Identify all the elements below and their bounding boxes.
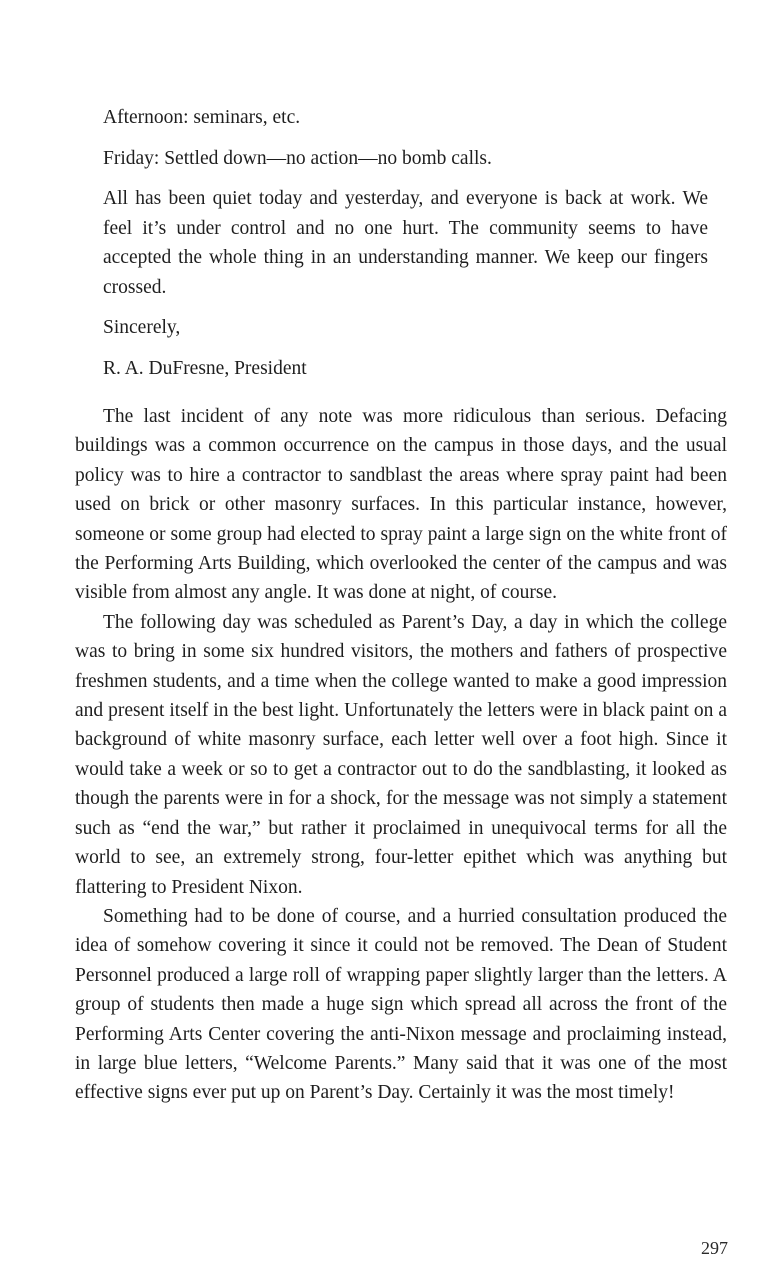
paragraph-welcome-sign: Something had to be done of course, and a hurried consultation produced the idea of somehow covering it since it could not be removed. The Dean of Student Personnel produced a large roll of wrapping paper slightly larger than the letters. A group of students then made a huge sign which spread all across the front of the Performing Arts Center covering the anti-Nixon message and proclaiming instead, in large blue letters, “Welcome Parents.” Many said that it was one of the most effective signs ever put up on Parent’s Day. Certainly it was the most timely!: [75, 905, 727, 1104]
paragraph-parents-day: The following day was scheduled as Parent’s Day, a day in which the college was to bring in some six hundred visitors, the mothers and fathers of prospective freshmen students, and a time when the college wanted to make a good impression and present itself in the best light. Unfortunately the letters were in black paint on a background of white masonry surface, each letter well over a foot high. Since it would take a week or so to get a contractor out to do the sandblasting, it looked as though the parents were in for a shock, for the message was not simply a statement such as “end the war,” but rather it proclaimed in unequivocal terms for all the world to see, an extremely strong, four-letter epithet which was anything but flattering to President Nixon.: [75, 611, 727, 898]
friday-line: Friday: Settled down—no action—no bomb calls.: [103, 147, 492, 169]
page-number: 297: [701, 1238, 728, 1258]
quiet-paragraph: All has been quiet today and yesterday, and everyone is back at work. We feel it’s under control and no one hurt. The community seems to have accepted the whole thing in an understanding manner. We keep our fingers crossed.: [103, 188, 708, 298]
afternoon-line: Afternoon: seminars, etc.: [103, 107, 301, 128]
narrative-text: [75, 402, 727, 1108]
paragraph-last-incident: The last incident of any note was more ridiculous than serious. Defacing buildings was a common occurrence on the campus in those days, and the usual policy was to hire a contractor to sandblast the areas where spray paint had been used on brick or other masonry surfaces. In this particular instance, however, someone or some group had elected to spray paint a large sign on the white front of the Performing Arts Building, which overlooked the center of the campus and was visible from almost any angle. It was done at night, of course.: [75, 406, 727, 604]
letter-signature: R. A. DuFresne, President: [103, 357, 307, 379]
letter-excerpt: [103, 103, 708, 394]
letter-closing: Sincerely,: [103, 317, 181, 338]
